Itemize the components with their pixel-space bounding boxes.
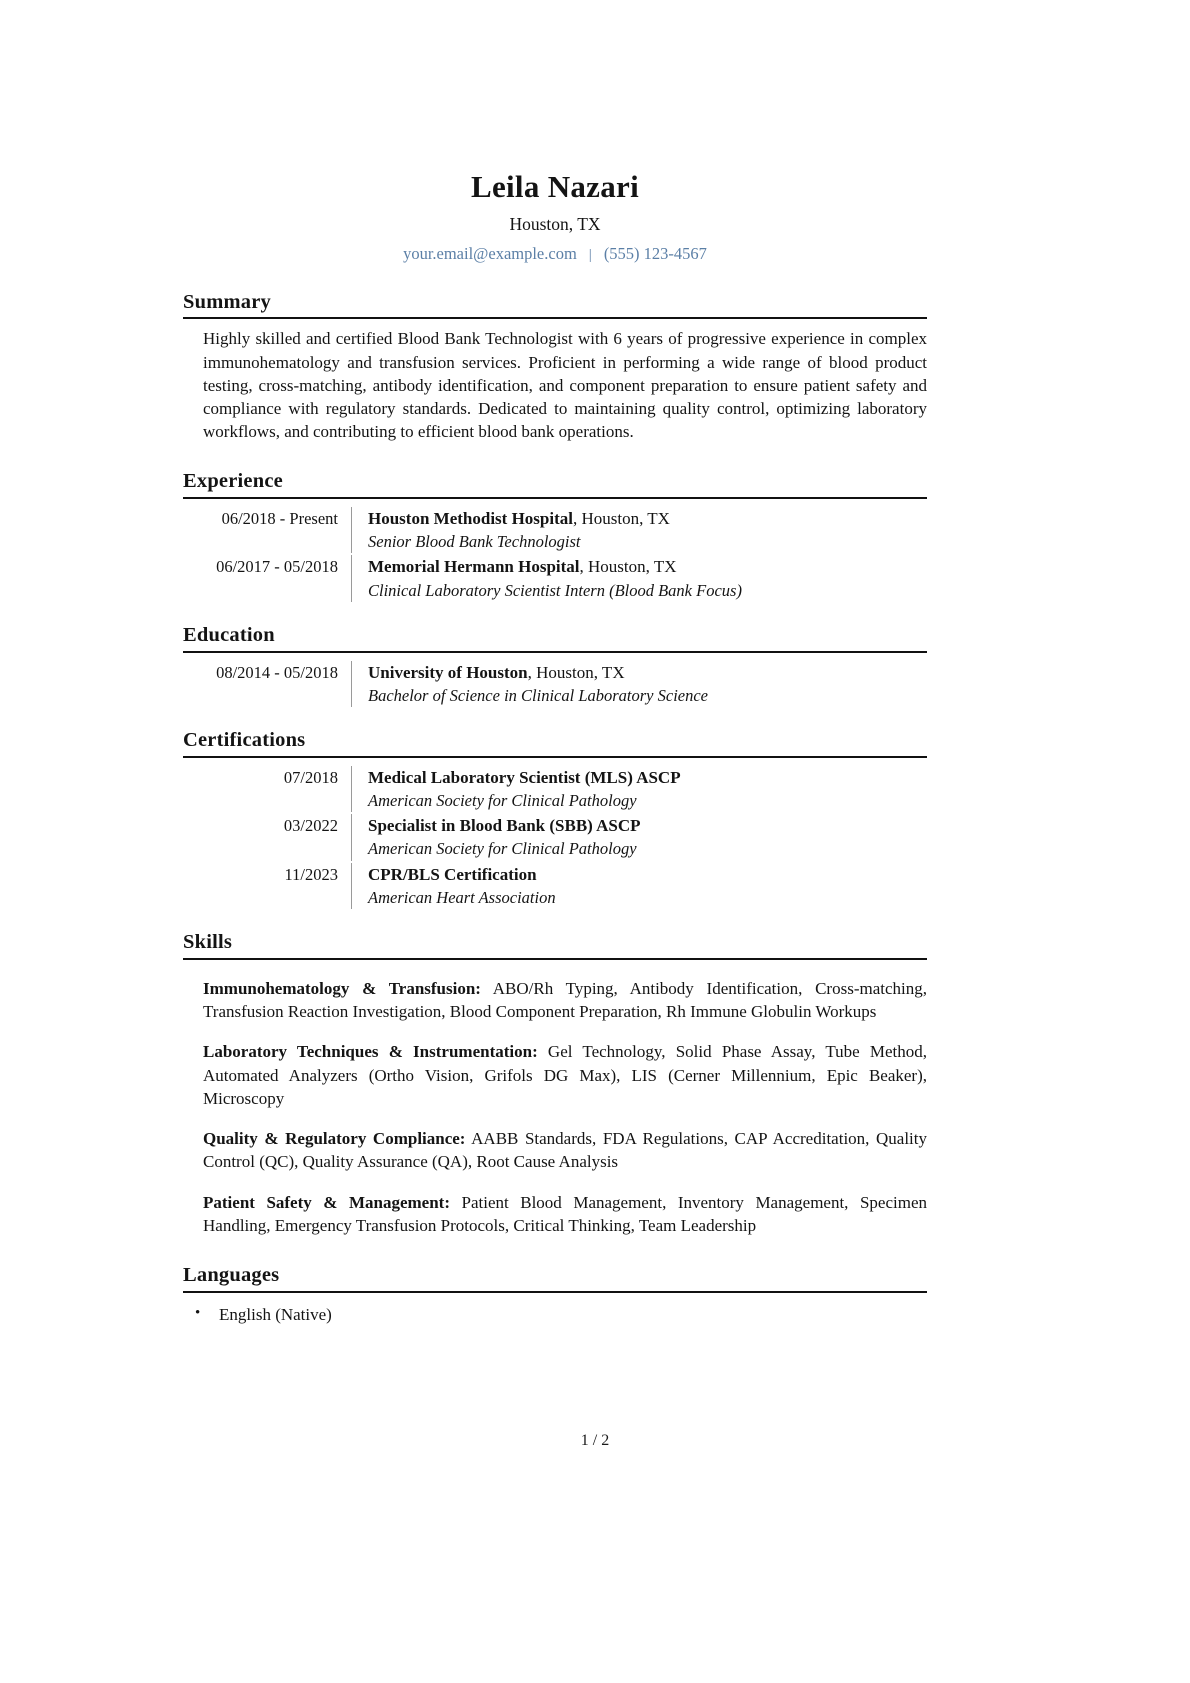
certification-entry — [183, 863, 927, 910]
languages-list — [183, 1303, 927, 1328]
skills-body — [203, 977, 927, 1237]
section-title-languages: Languages — [183, 1263, 280, 1286]
entry-heading — [368, 507, 927, 531]
certification-name: Specialist in Blood Bank (SBB) ASCP — [368, 816, 641, 836]
skill-items: Gel Technology, Solid Phase Assay, Tube Method, Automated Analyzers (Ortho Vision, Grifols DG Max), LIS (Cerner Millennium, Epic Beaker), Microscopy — [203, 1042, 927, 1108]
entry-role: Senior Blood Bank Technologist — [368, 532, 581, 552]
skill-group — [203, 1040, 927, 1110]
phone-link[interactable]: (555) 123-4567 — [603, 243, 707, 263]
entry-degree: Bachelor of Science in Clinical Laboratory Science — [368, 685, 708, 705]
email-link[interactable]: your.email@example.com — [403, 243, 577, 263]
experience-entries — [183, 507, 927, 602]
entry-organization: University of Houston — [368, 662, 528, 682]
skill-category-label: Laboratory Techniques & Instrumentation: — [203, 1042, 538, 1062]
experience-entry — [183, 507, 927, 554]
education-entry — [183, 661, 927, 708]
section-title-experience: Experience — [183, 470, 283, 493]
entry-body — [351, 507, 927, 554]
certification-name: CPR/BLS Certification — [368, 864, 537, 884]
skill-items: Patient Blood Management, Inventory Management, Specimen Handling, Emergency Transfusion Protocols, Critical Thinking, Team Leadership — [203, 1192, 927, 1235]
certification-issuer: American Society for Clinical Pathology — [368, 839, 637, 859]
section-title-certifications: Certifications — [183, 729, 306, 752]
entry-body — [351, 555, 927, 602]
certification-entry — [183, 814, 927, 861]
section-rule — [183, 756, 927, 758]
entry-heading — [368, 863, 927, 887]
certification-entry — [183, 766, 927, 813]
section-experience — [183, 469, 927, 602]
certification-name: Medical Laboratory Scientist (MLS) ASCP — [368, 767, 681, 787]
section-summary — [183, 290, 927, 444]
resume-content — [183, 0, 927, 1327]
skill-category-label: Patient Safety & Management: — [203, 1192, 450, 1212]
section-title-summary: Summary — [183, 290, 271, 313]
contact-separator: | — [588, 246, 592, 263]
section-skills — [183, 930, 927, 1236]
entry-body — [351, 814, 927, 861]
section-education — [183, 623, 927, 707]
entry-organization: Memorial Hermann Hospital — [368, 557, 580, 577]
section-title-skills: Skills — [183, 931, 233, 954]
experience-entry — [183, 555, 927, 602]
bullet-icon: • — [195, 1304, 201, 1321]
skill-items: ABO/Rh Typing, Antibody Identification, Cross-matching, Transfusion Reaction Investigation, Blood Component Preparation, Rh Immune Globulin Workups — [203, 979, 927, 1022]
candidate-name: Leila Nazari — [470, 169, 640, 204]
entry-location: , Houston, TX — [572, 508, 670, 528]
section-languages — [183, 1263, 927, 1327]
section-title-education: Education — [183, 624, 275, 647]
entry-date: 08/2014 - 05/2018 — [216, 662, 338, 682]
section-certifications — [183, 728, 927, 909]
skill-category-label: Quality & Regulatory Compliance: — [203, 1129, 466, 1149]
entry-date: 07/2018 — [283, 767, 338, 787]
certification-issuer: American Society for Clinical Pathology — [368, 790, 637, 810]
entry-body — [351, 863, 927, 910]
entry-location: , Houston, TX — [527, 662, 625, 682]
summary-text: Highly skilled and certified Blood Bank Technologist with 6 years of progressive experience in complex immunohematology and transfusion services. Proficient in performing a wide range of blood product testing, cross-matching, antibody identification, and component preparation to ensure patient safety and compliance with regulatory standards. Dedicated to maintaining quality control, optimizing laboratory workflows, and contributing to efficient blood bank operations. — [203, 329, 927, 442]
language-label: English (Native) — [219, 1304, 332, 1324]
skill-items: AABB Standards, FDA Regulations, CAP Accreditation, Quality Control (QC), Quality Assurance (QA), Root Cause Analysis — [203, 1129, 927, 1172]
skill-group — [203, 1191, 927, 1237]
entry-heading — [368, 555, 927, 579]
certification-issuer: American Heart Association — [368, 888, 556, 908]
section-rule — [183, 651, 927, 653]
section-rule — [183, 497, 927, 499]
contact-line — [183, 244, 927, 264]
section-rule — [183, 958, 927, 960]
certification-entries — [183, 766, 927, 910]
entry-location: , Houston, TX — [579, 557, 677, 577]
entry-role: Clinical Laboratory Scientist Intern (Blood Bank Focus) — [368, 580, 742, 600]
skill-category-label: Immunohematology & Transfusion: — [203, 979, 481, 999]
section-rule — [183, 1291, 927, 1293]
entry-date: 06/2018 - Present — [221, 508, 338, 528]
entry-organization: Houston Methodist Hospital — [368, 508, 573, 528]
entry-date: 11/2023 — [284, 864, 338, 884]
skill-group — [203, 1127, 927, 1173]
entry-date: 06/2017 - 05/2018 — [216, 557, 338, 577]
section-rule — [183, 317, 927, 319]
entry-body — [351, 661, 927, 708]
candidate-location: Houston, TX — [509, 213, 601, 234]
education-entries — [183, 661, 927, 708]
entry-heading — [368, 661, 927, 685]
page-footer: 1 / 2 — [580, 1432, 610, 1449]
resume-header — [183, 0, 927, 264]
skill-group — [203, 977, 927, 1023]
language-item — [183, 1303, 927, 1328]
entry-heading — [368, 766, 927, 790]
entry-date: 03/2022 — [283, 816, 338, 836]
entry-body — [351, 766, 927, 813]
entry-heading — [368, 814, 927, 838]
